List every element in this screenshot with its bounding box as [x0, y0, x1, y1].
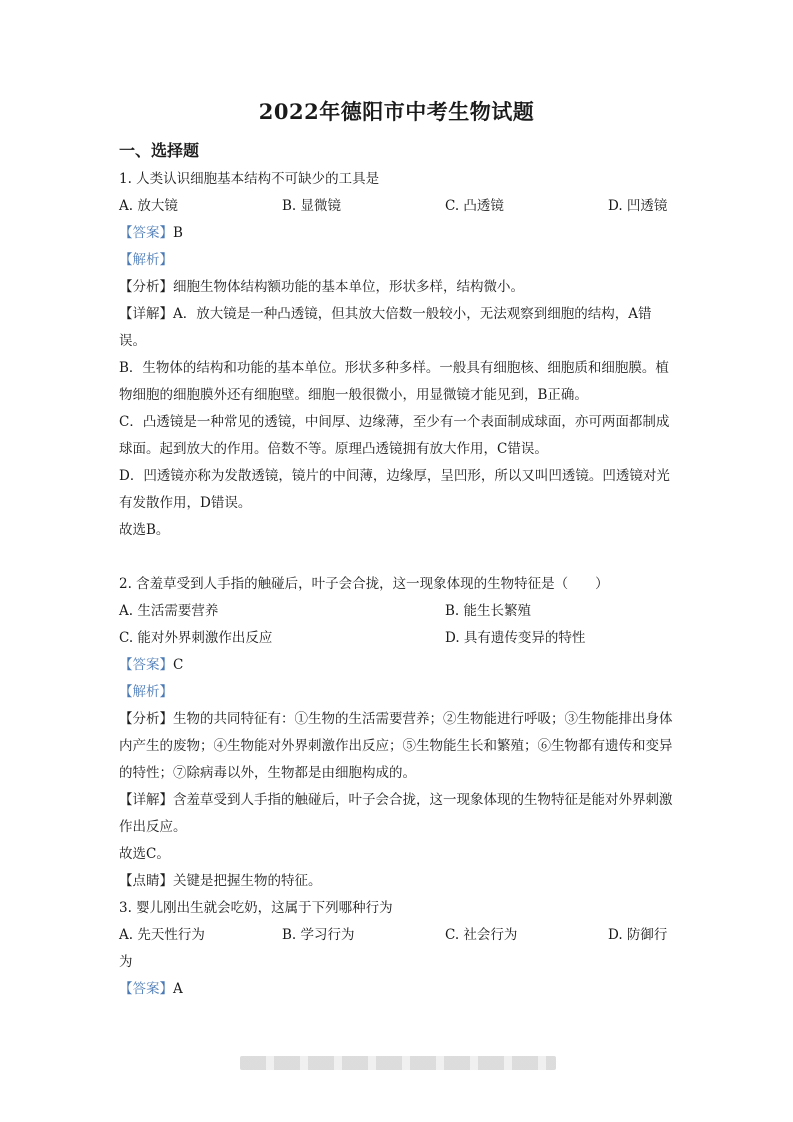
dianjing-tag: 【点睛】 — [119, 873, 173, 889]
question-1-option-c: C. 凸透镜 — [445, 198, 504, 214]
question-2-option-a: A. 生活需要营养 — [119, 603, 219, 619]
question-1-option-d: D. 凹透镜 — [608, 198, 668, 214]
answer-value: B — [173, 225, 183, 241]
question-1-option-d-explanation: D．凹透镜亦称为发散透镜，镜片的中间薄，边缘厚，呈凹形，所以又叫凹透镜。凹透镜对光有发散作用，D错误。 — [119, 468, 670, 511]
xiangjie-tag: 【详解】 — [119, 306, 173, 322]
spacer — [119, 544, 675, 571]
answer-value: A — [173, 981, 183, 997]
question-1-xiangjie — [119, 301, 675, 355]
question-3-stem: 3. 婴儿刚出生就会吃奶，这属于下列哪种行为 — [119, 900, 393, 916]
question-3-option-b: B. 学习行为 — [282, 927, 355, 943]
xiangjie-text: 含羞草受到人手指的触碰后，叶子会合拢，这一现象体现的生物特征是能对外界刺激作出反应。 — [119, 792, 673, 835]
question-3-options — [119, 922, 675, 949]
fenxi-tag: 【分析】 — [119, 711, 173, 727]
question-3-option-c: C. 社会行为 — [445, 927, 518, 943]
question-1-answer — [119, 220, 675, 247]
question-2-option-b: B. 能生长繁殖 — [445, 603, 532, 619]
section-heading: 一、选择题 — [119, 141, 200, 160]
fenxi-text: 细胞生物体结构额功能的基本单位，形状多样，结构微小。 — [173, 279, 524, 295]
question-1-option-b: B. 显微镜 — [282, 198, 342, 214]
question-1-analysis-heading — [119, 247, 675, 274]
answer-tag: 【答案】 — [119, 657, 173, 673]
question-2-option-d: D. 具有遗传变异的特性 — [445, 630, 586, 646]
analysis-tag: 【解析】 — [119, 252, 173, 268]
question-1-conclusion: 故选B。 — [119, 522, 170, 538]
question-3-option-d: D. 防御行 — [608, 927, 668, 943]
fenxi-text: 生物的共同特征有：①生物的生活需要营养；②生物能进行呼吸；③生物能排出身体内产生的废物；④生物能对外界刺激作出反应；⑤生物能生长和繁殖；⑥生物都有遗传和变异的特性；⑦除病毒以外，生物都是由细胞构成的。 — [119, 711, 673, 781]
xiangjie-text: A．放大镜是一种凸透镜，但其放大倍数一般较小，无法观察到细胞的结构，A错误。 — [119, 306, 652, 349]
question-2-dianjing — [119, 868, 675, 895]
dianjing-text: 关键是把握生物的特征。 — [173, 873, 322, 889]
question-3-answer — [119, 976, 675, 1003]
question-3-option-d-wrap: 为 — [119, 954, 133, 970]
fenxi-tag: 【分析】 — [119, 279, 173, 295]
document-content — [119, 166, 675, 1003]
xiangjie-tag: 【详解】 — [119, 792, 173, 808]
question-1-option-c-explanation: C．凸透镜是一种常见的透镜，中间厚、边缘薄，至少有一个表面制成球面，亦可两面都制成球面。起到放大的作用。倍数不等。原理凸透镜拥有放大作用，C错误。 — [119, 414, 670, 457]
question-2-answer — [119, 652, 675, 679]
analysis-tag: 【解析】 — [119, 684, 173, 700]
blurred-footer-watermark — [240, 1056, 556, 1070]
answer-value: C — [173, 657, 184, 673]
question-1-fenxi — [119, 274, 675, 301]
question-1-option-b-explanation: B．生物体的结构和功能的基本单位。形状多种多样。一般具有细胞核、细胞质和细胞膜。植物细胞的细胞膜外还有细胞壁。细胞一般很微小，用显微镜才能见到，B正确。 — [119, 360, 669, 403]
question-2-analysis-heading — [119, 679, 675, 706]
page-title: 2022年德阳市中考生物试题 — [258, 99, 535, 124]
answer-tag: 【答案】 — [119, 225, 173, 241]
question-2-options-row-2 — [119, 625, 675, 652]
question-1-options — [119, 193, 675, 220]
answer-tag: 【答案】 — [119, 981, 173, 997]
question-1-option-a: A. 放大镜 — [119, 198, 178, 214]
question-2-option-c: C. 能对外界刺激作出反应 — [119, 630, 273, 646]
question-2-stem: 2. 含羞草受到人手指的触碰后，叶子会合拢，这一现象体现的生物特征是（ ） — [119, 576, 609, 592]
question-2-options-row-1 — [119, 598, 675, 625]
question-2-fenxi — [119, 706, 675, 787]
question-2-conclusion: 故选C。 — [119, 846, 170, 862]
question-3-option-a: A. 先天性行为 — [119, 927, 205, 943]
question-2-xiangjie — [119, 787, 675, 841]
question-1-stem: 1. 人类认识细胞基本结构不可缺少的工具是 — [119, 171, 380, 187]
